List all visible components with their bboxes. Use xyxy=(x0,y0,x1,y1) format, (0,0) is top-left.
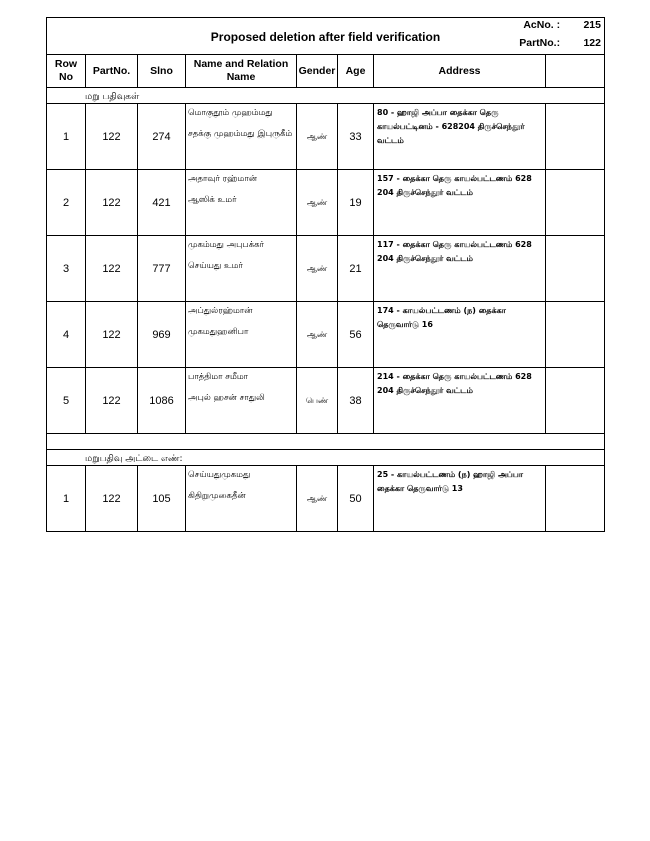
address-cell: 174 - காயல்பட்டணம் (ந) தைக்கா தெருவார்டு 16 xyxy=(374,302,546,368)
group-spacer xyxy=(47,434,605,450)
address-cell: 80 - ஹாஜி அப்பா தைக்கா தெரு காயல்பட்டினம் - 628204 திருச்செந்தூர் வட்டம் xyxy=(374,104,546,170)
address-cell: 214 - தைக்கா தெரு காயல்பட்டணம் 628 204 திருச்செந்தூர் வட்டம் xyxy=(374,368,546,434)
gender-cell: ஆண் xyxy=(297,170,338,236)
empty-cell xyxy=(546,236,605,302)
name-cell xyxy=(186,104,297,170)
empty-column-header xyxy=(546,55,605,88)
slno-cell: 105 xyxy=(138,466,186,532)
part-no-cell: 122 xyxy=(86,236,138,302)
slno-cell: 1086 xyxy=(138,368,186,434)
table-body xyxy=(47,88,605,532)
ac-number xyxy=(523,19,601,31)
age-cell: 56 xyxy=(338,302,374,368)
name-cell xyxy=(186,236,297,302)
group-header-row xyxy=(47,88,605,104)
age-cell: 33 xyxy=(338,104,374,170)
gender-cell: பெண் xyxy=(297,368,338,434)
part-no-cell: 122 xyxy=(86,170,138,236)
gender-cell: ஆண் xyxy=(297,466,338,532)
ac-number-value: 215 xyxy=(583,19,601,31)
voter-name: செய்யதுமுகமது xyxy=(188,470,251,480)
part-number xyxy=(519,37,601,49)
name-cell xyxy=(186,302,297,368)
empty-cell xyxy=(546,104,605,170)
row-no-cell: 2 xyxy=(47,170,86,236)
relation-name: செய்யது உமர் xyxy=(188,261,243,271)
table-row xyxy=(47,170,605,236)
part-number-label: PartNo.: xyxy=(519,37,561,49)
name-cell xyxy=(186,170,297,236)
title-row xyxy=(46,17,605,55)
slno-cell: 969 xyxy=(138,302,186,368)
empty-cell xyxy=(546,368,605,434)
gender-cell: ஆண் xyxy=(297,236,338,302)
column-header: Address xyxy=(374,55,546,88)
relation-name: கிதிறுமுகைதீன் xyxy=(188,491,246,501)
table-row xyxy=(47,236,605,302)
group-label: மறுபதிவு அட்டை எண்: xyxy=(47,450,605,466)
age-cell: 50 xyxy=(338,466,374,532)
address-cell: 157 - தைக்கா தெரு காயல்பட்டணம் 628 204 திருச்செந்தூர் வட்டம் xyxy=(374,170,546,236)
slno-cell: 274 xyxy=(138,104,186,170)
voter-name: முகம்மது அபுபக்கர் xyxy=(188,240,265,250)
voter-name: அதாவுர் ரஹ்மான் xyxy=(188,174,258,184)
column-header: Row No xyxy=(47,55,86,88)
part-no-cell: 122 xyxy=(86,104,138,170)
group-label: மறு பதிவுகள் xyxy=(47,88,605,104)
column-header: Gender xyxy=(297,55,338,88)
row-no-cell: 4 xyxy=(47,302,86,368)
address-cell: 117 - தைக்கா தெரு காயல்பட்டணம் 628 204 திருச்செந்தூர் வட்டம் xyxy=(374,236,546,302)
row-no-cell: 5 xyxy=(47,368,86,434)
table-row xyxy=(47,368,605,434)
group-header-row xyxy=(47,450,605,466)
table-row xyxy=(47,104,605,170)
voter-table xyxy=(46,54,605,532)
voter-name: மொகுதூம் முஹம்மது xyxy=(188,108,273,118)
empty-cell xyxy=(546,170,605,236)
age-cell: 19 xyxy=(338,170,374,236)
slno-cell: 777 xyxy=(138,236,186,302)
address-cell: 25 - காயல்பட்டணம் (ந) ஹாஜி அப்பா தைக்கா தெருவார்டு 13 xyxy=(374,466,546,532)
gender-cell: ஆண் xyxy=(297,302,338,368)
column-header: Slno xyxy=(138,55,186,88)
part-no-cell: 122 xyxy=(86,302,138,368)
voter-name: அப்துல்ரஹ்மான் xyxy=(188,306,253,316)
relation-name: அபுல் ஹசன் சாதுலி xyxy=(188,393,265,403)
age-cell: 21 xyxy=(338,236,374,302)
part-number-value: 122 xyxy=(583,37,601,49)
row-no-cell: 1 xyxy=(47,104,86,170)
header-row xyxy=(47,55,605,88)
column-header: PartNo. xyxy=(86,55,138,88)
column-header: Name and Relation Name xyxy=(186,55,297,88)
age-cell: 38 xyxy=(338,368,374,434)
relation-name: முகமதுஹனிபா xyxy=(188,327,249,337)
voter-name: பாத்திமா சமீமா xyxy=(188,372,249,382)
spacer-cell xyxy=(47,434,605,450)
part-no-cell: 122 xyxy=(86,466,138,532)
column-header: Age xyxy=(338,55,374,88)
table-row xyxy=(47,466,605,532)
row-no-cell: 3 xyxy=(47,236,86,302)
deletion-sheet xyxy=(46,17,604,505)
gender-cell: ஆண் xyxy=(297,104,338,170)
empty-cell xyxy=(546,466,605,532)
ac-number-label: AcNo. : xyxy=(523,19,561,31)
empty-cell xyxy=(546,302,605,368)
relation-name: ஆஸிக் உமர் xyxy=(188,195,237,205)
slno-cell: 421 xyxy=(138,170,186,236)
part-no-cell: 122 xyxy=(86,368,138,434)
relation-name: சதக்கு முஹம்மது இபுருகீம் xyxy=(188,129,293,139)
page-title: Proposed deletion after field verification xyxy=(210,30,441,44)
table-row xyxy=(47,302,605,368)
name-cell xyxy=(186,466,297,532)
row-no-cell: 1 xyxy=(47,466,86,532)
name-cell xyxy=(186,368,297,434)
